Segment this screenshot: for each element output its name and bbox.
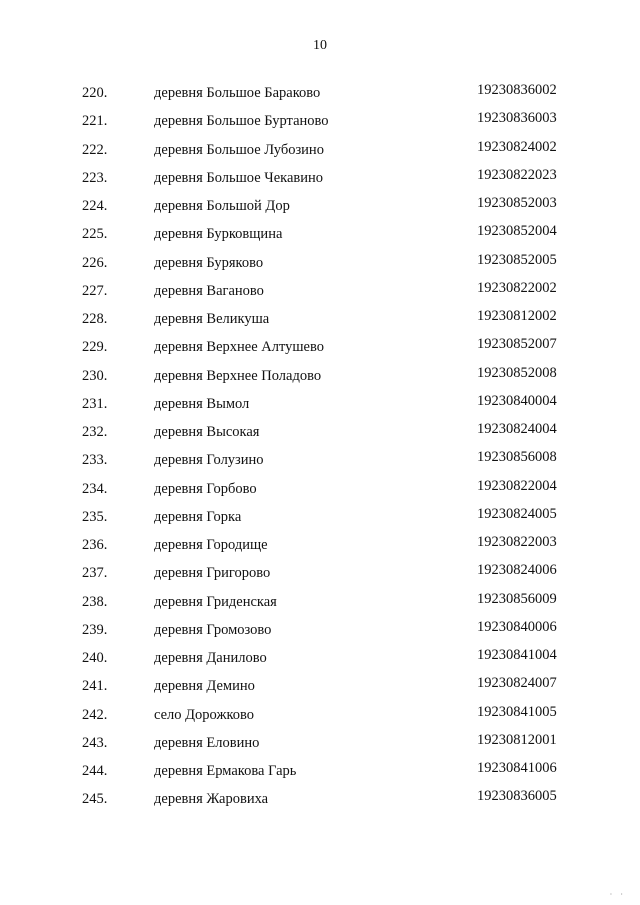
table-row: [0, 705, 640, 733]
row-number: 222.: [82, 141, 108, 158]
settlement-name: деревня Ермакова Гарь: [154, 763, 297, 779]
settlement-name: деревня Большое Лубозино: [154, 141, 324, 158]
row-number: 237.: [82, 565, 108, 582]
oktmo-code: 19230812002: [477, 308, 557, 324]
table-row: [0, 253, 640, 281]
row-number: 221.: [82, 113, 108, 130]
table-row: [0, 196, 640, 224]
oktmo-code: 19230840006: [477, 618, 557, 635]
settlement-name: деревня Верхнее Алтушево: [154, 339, 324, 356]
table-row: [0, 450, 640, 478]
table-row: [0, 337, 640, 365]
table-row: [0, 83, 640, 111]
table-row: [0, 224, 640, 252]
table-row: [0, 309, 640, 337]
table-row: [0, 676, 640, 704]
oktmo-code: 19230840004: [477, 392, 557, 409]
row-number: 238.: [82, 593, 108, 610]
settlement-name: деревня Большой Дор: [154, 198, 290, 214]
settlement-table: [0, 83, 640, 818]
row-number: 233.: [82, 452, 108, 469]
row-number: 244.: [82, 763, 108, 779]
row-number: 230.: [82, 367, 108, 384]
table-row: [0, 761, 640, 789]
table-row: [0, 789, 640, 817]
table-row: [0, 479, 640, 507]
page-number: 10: [313, 38, 327, 53]
settlement-name: деревня Высокая: [154, 424, 260, 440]
settlement-name: деревня Еловино: [154, 734, 260, 751]
settlement-name: деревня Демино: [154, 678, 255, 695]
oktmo-code: 19230824004: [477, 421, 557, 437]
settlement-name: деревня Данилово: [154, 650, 267, 666]
settlement-name: деревня Большое Буртаново: [154, 113, 329, 130]
row-number: 236.: [82, 537, 108, 553]
oktmo-code: 19230856008: [477, 449, 557, 466]
settlement-name: деревня Григорово: [154, 565, 271, 582]
settlement-name: деревня Жаровиха: [154, 791, 269, 808]
table-row: [0, 140, 640, 168]
settlement-name: деревня Большое Чекавино: [154, 169, 324, 186]
oktmo-code: 19230852007: [477, 336, 557, 353]
row-number: 231.: [82, 395, 108, 412]
row-number: 242.: [82, 706, 108, 723]
oktmo-code: 19230824002: [477, 138, 557, 155]
table-row: [0, 620, 640, 648]
row-number: 243.: [82, 734, 108, 751]
table-row: [0, 535, 640, 563]
row-number: 245.: [82, 791, 108, 808]
oktmo-code: 19230852008: [477, 364, 557, 381]
oktmo-code: 19230824006: [477, 562, 557, 579]
settlement-name: деревня Вымол: [154, 395, 250, 412]
oktmo-code: 19230836002: [477, 82, 557, 98]
settlement-name: деревня Великуша: [154, 311, 270, 327]
settlement-name: деревня Горбово: [154, 480, 257, 497]
row-number: 225.: [82, 226, 108, 243]
settlement-name: деревня Верхнее Поладово: [154, 367, 322, 384]
row-number: 220.: [82, 85, 108, 101]
scan-specks: · ·: [609, 890, 626, 899]
settlement-name: деревня Громозово: [154, 621, 272, 638]
row-number: 223.: [82, 169, 108, 186]
oktmo-code: 19230822002: [477, 279, 557, 296]
table-row: [0, 394, 640, 422]
settlement-name: деревня Городище: [154, 537, 268, 553]
oktmo-code: 19230822023: [477, 166, 557, 183]
oktmo-code: 19230822003: [477, 534, 557, 550]
row-number: 227.: [82, 282, 108, 299]
settlement-name: деревня Горка: [154, 508, 242, 525]
oktmo-code: 19230836005: [477, 788, 557, 805]
settlement-name: деревня Ваганово: [154, 282, 264, 299]
oktmo-code: 19230852004: [477, 223, 557, 240]
row-number: 232.: [82, 424, 108, 440]
oktmo-code: 19230822004: [477, 477, 557, 494]
table-row: [0, 168, 640, 196]
table-row: [0, 422, 640, 450]
settlement-name: деревня Буряково: [154, 254, 264, 271]
table-row: [0, 111, 640, 139]
table-row: [0, 563, 640, 591]
row-number: 224.: [82, 198, 108, 214]
row-number: 229.: [82, 339, 108, 356]
oktmo-code: 19230852003: [477, 195, 557, 211]
row-number: 241.: [82, 678, 108, 695]
settlement-name: село Дорожково: [154, 706, 255, 723]
settlement-name: деревня Гриденская: [154, 593, 277, 610]
oktmo-code: 19230841005: [477, 703, 557, 720]
row-number: 240.: [82, 650, 108, 666]
oktmo-code: 19230852005: [477, 251, 557, 268]
settlement-name: деревня Бурковщина: [154, 226, 283, 243]
oktmo-code: 19230856009: [477, 590, 557, 607]
oktmo-code: 19230824007: [477, 675, 557, 692]
table-row: [0, 733, 640, 761]
oktmo-code: 19230836003: [477, 110, 557, 127]
oktmo-code: 19230824005: [477, 505, 557, 522]
settlement-name: деревня Голузино: [154, 452, 264, 469]
table-row: [0, 592, 640, 620]
table-row: [0, 281, 640, 309]
row-number: 239.: [82, 621, 108, 638]
oktmo-code: 19230812001: [477, 731, 557, 748]
settlement-name: деревня Большое Бараково: [154, 85, 321, 101]
table-row: [0, 648, 640, 676]
oktmo-code: 19230841004: [477, 647, 557, 663]
row-number: 228.: [82, 311, 108, 327]
oktmo-code: 19230841006: [477, 760, 557, 776]
table-row: [0, 507, 640, 535]
row-number: 226.: [82, 254, 108, 271]
row-number: 235.: [82, 508, 108, 525]
table-row: [0, 366, 640, 394]
row-number: 234.: [82, 480, 108, 497]
